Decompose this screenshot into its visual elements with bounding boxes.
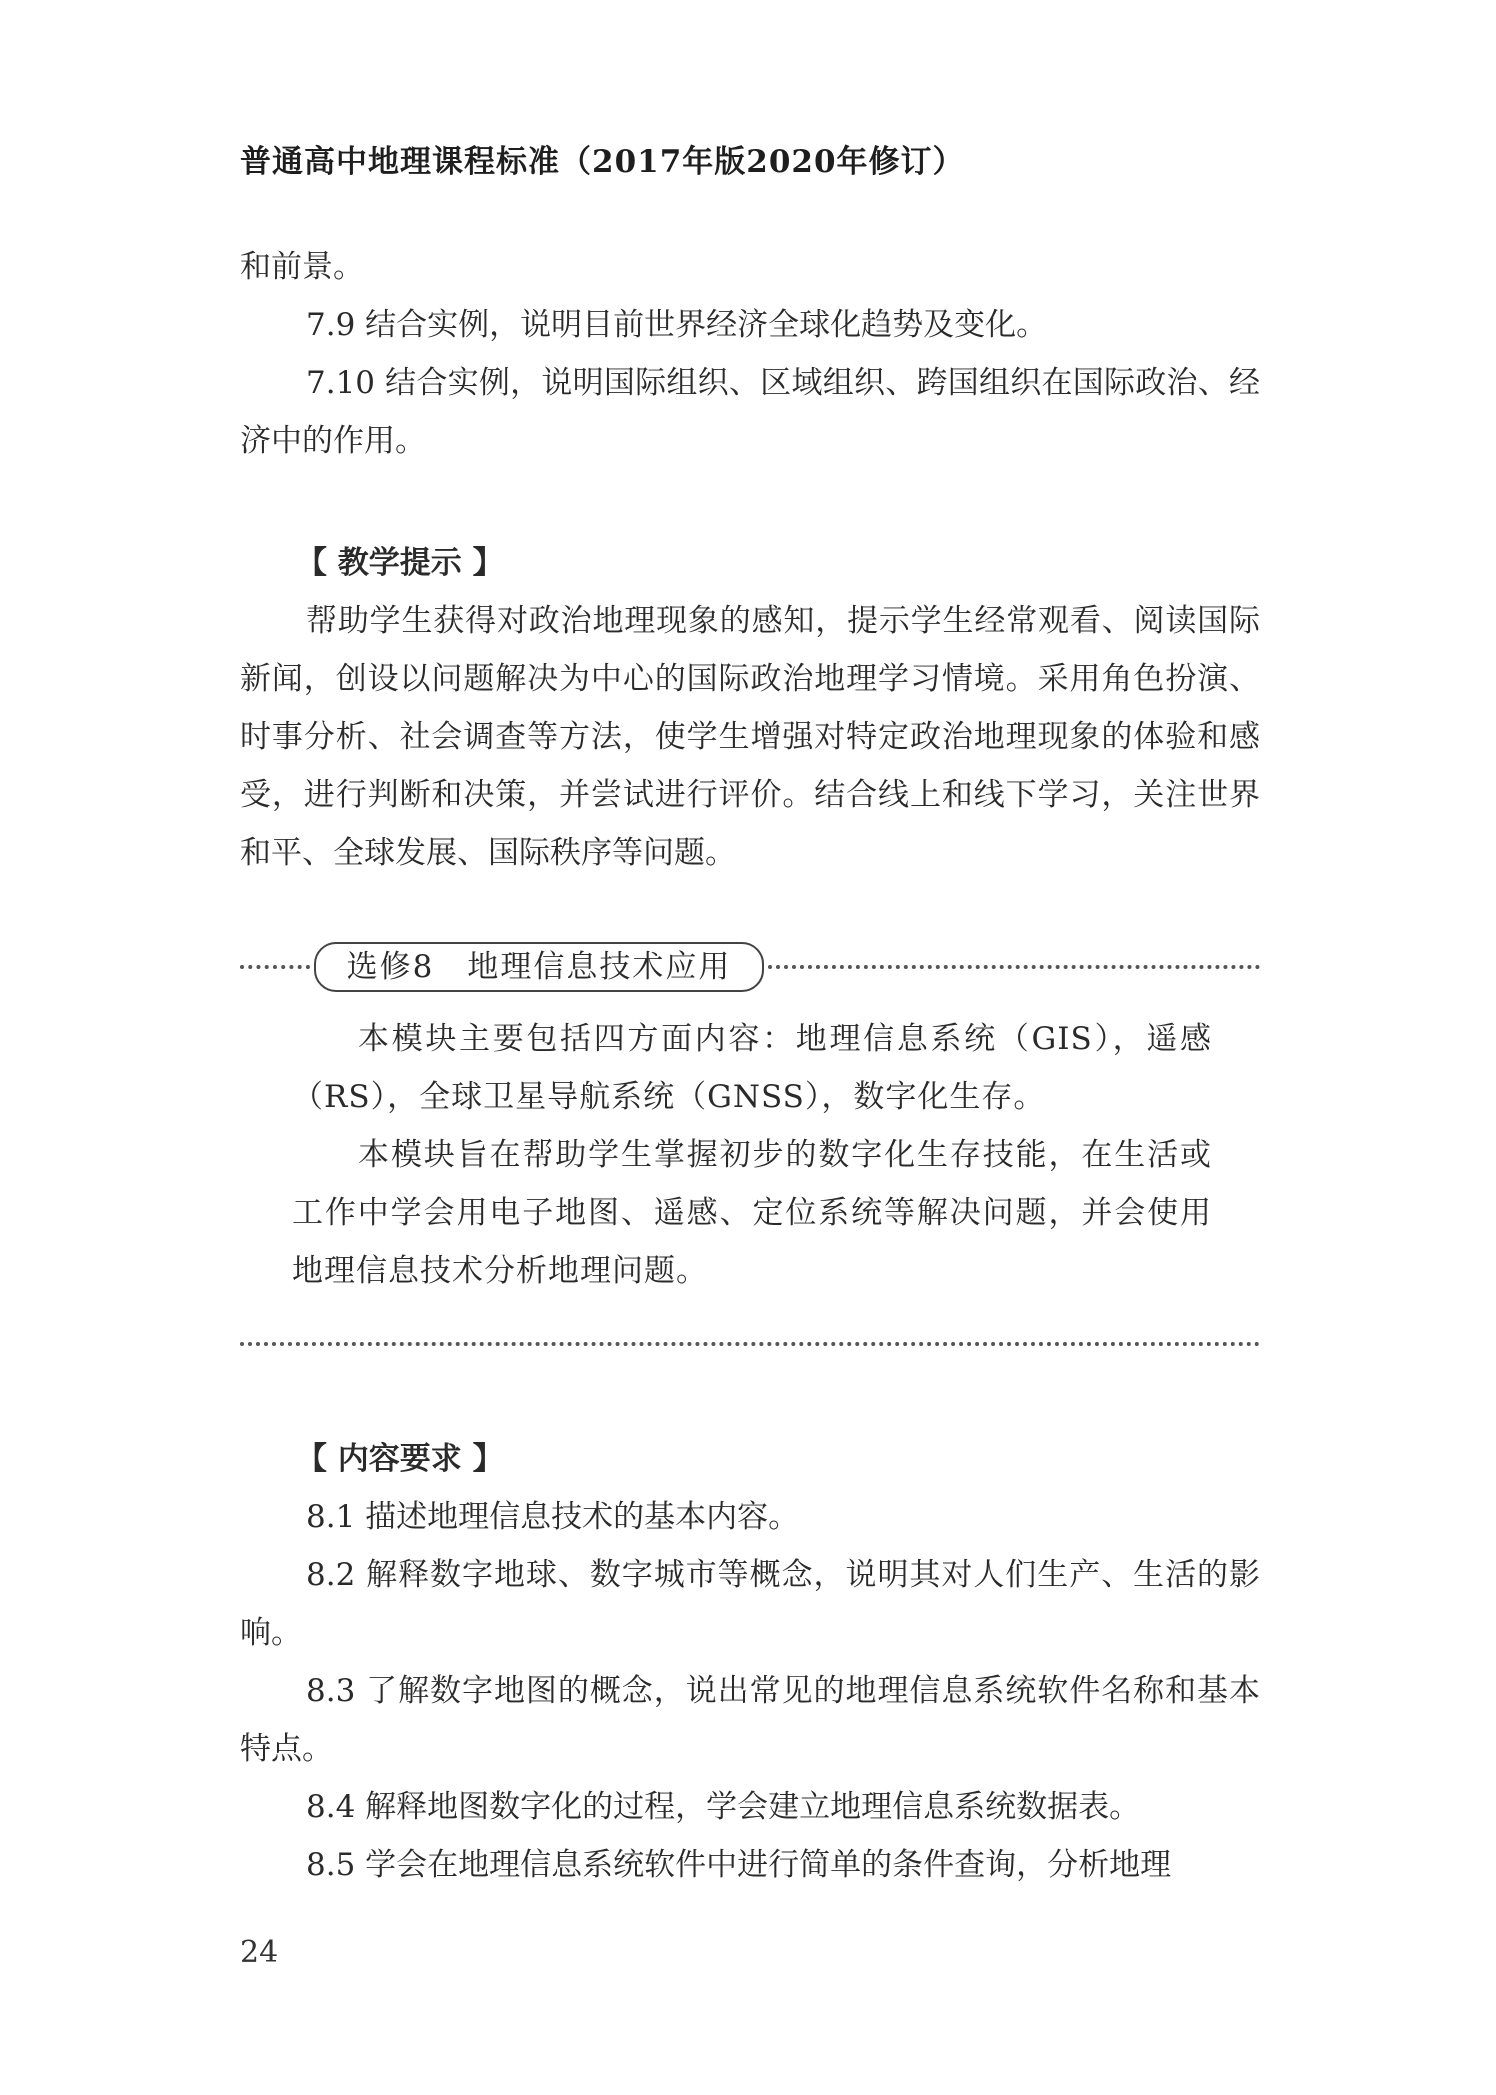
content-requirements-heading: 【 内容要求 】 bbox=[296, 1441, 504, 1477]
module-intro-paragraph-2: 本模块旨在帮助学生掌握初步的数字化生存技能，在生活或工作中学会用电子地图、遥感、定位系统等解决问题，并会使用地理信息技术分析地理问题。 bbox=[292, 1137, 1212, 1289]
dotted-divider-bottom bbox=[240, 1342, 1260, 1346]
item-8-5: 8.5 学会在地理信息系统软件中进行简单的条件查询，分析地理 bbox=[306, 1847, 1172, 1883]
dotted-divider-right bbox=[768, 965, 1260, 969]
item-7-9: 7.9 结合实例，说明目前世界经济全球化趋势及变化。 bbox=[306, 307, 1048, 343]
page-number: 24 bbox=[240, 1935, 279, 1970]
item-8-2: 8.2 解释数字地球、数字城市等概念，说明其对人们生产、生活的影响。 bbox=[240, 1557, 1260, 1651]
item-8-1: 8.1 描述地理信息技术的基本内容。 bbox=[306, 1499, 800, 1535]
module-intro-paragraph-1: 本模块主要包括四方面内容：地理信息系统（GIS），遥感（RS），全球卫星导航系统（GNSS），数字化生存。 bbox=[292, 1021, 1212, 1115]
teaching-tips-heading: 【 教学提示 】 bbox=[296, 545, 504, 581]
module-tag: 选修8 地理信息技术应用 bbox=[314, 942, 764, 992]
item-7-10: 7.10 结合实例，说明国际组织、区域组织、跨国组织在国际政治、经济中的作用。 bbox=[240, 365, 1260, 459]
dotted-divider-left bbox=[240, 965, 310, 969]
item-8-4: 8.4 解释地图数字化的过程，学会建立地理信息系统数据表。 bbox=[306, 1789, 1141, 1825]
teaching-tips-body: 帮助学生获得对政治地理现象的感知，提示学生经常观看、阅读国际新闻，创设以问题解决为中心的国际政治地理学习情境。采用角色扮演、时事分析、社会调查等方法，使学生增强对特定政治地理现象的体验和感受，进行判断和决策，并尝试进行评价。结合线上和线下学习，关注世界和平、全球发展、国际秩序等问题。 bbox=[240, 603, 1260, 871]
running-header: 普通高中地理课程标准（2017年版2020年修订） bbox=[240, 144, 965, 180]
continued-paragraph: 和前景。 bbox=[240, 249, 364, 285]
item-8-3: 8.3 了解数字地图的概念，说出常见的地理信息系统软件名称和基本特点。 bbox=[240, 1673, 1260, 1767]
